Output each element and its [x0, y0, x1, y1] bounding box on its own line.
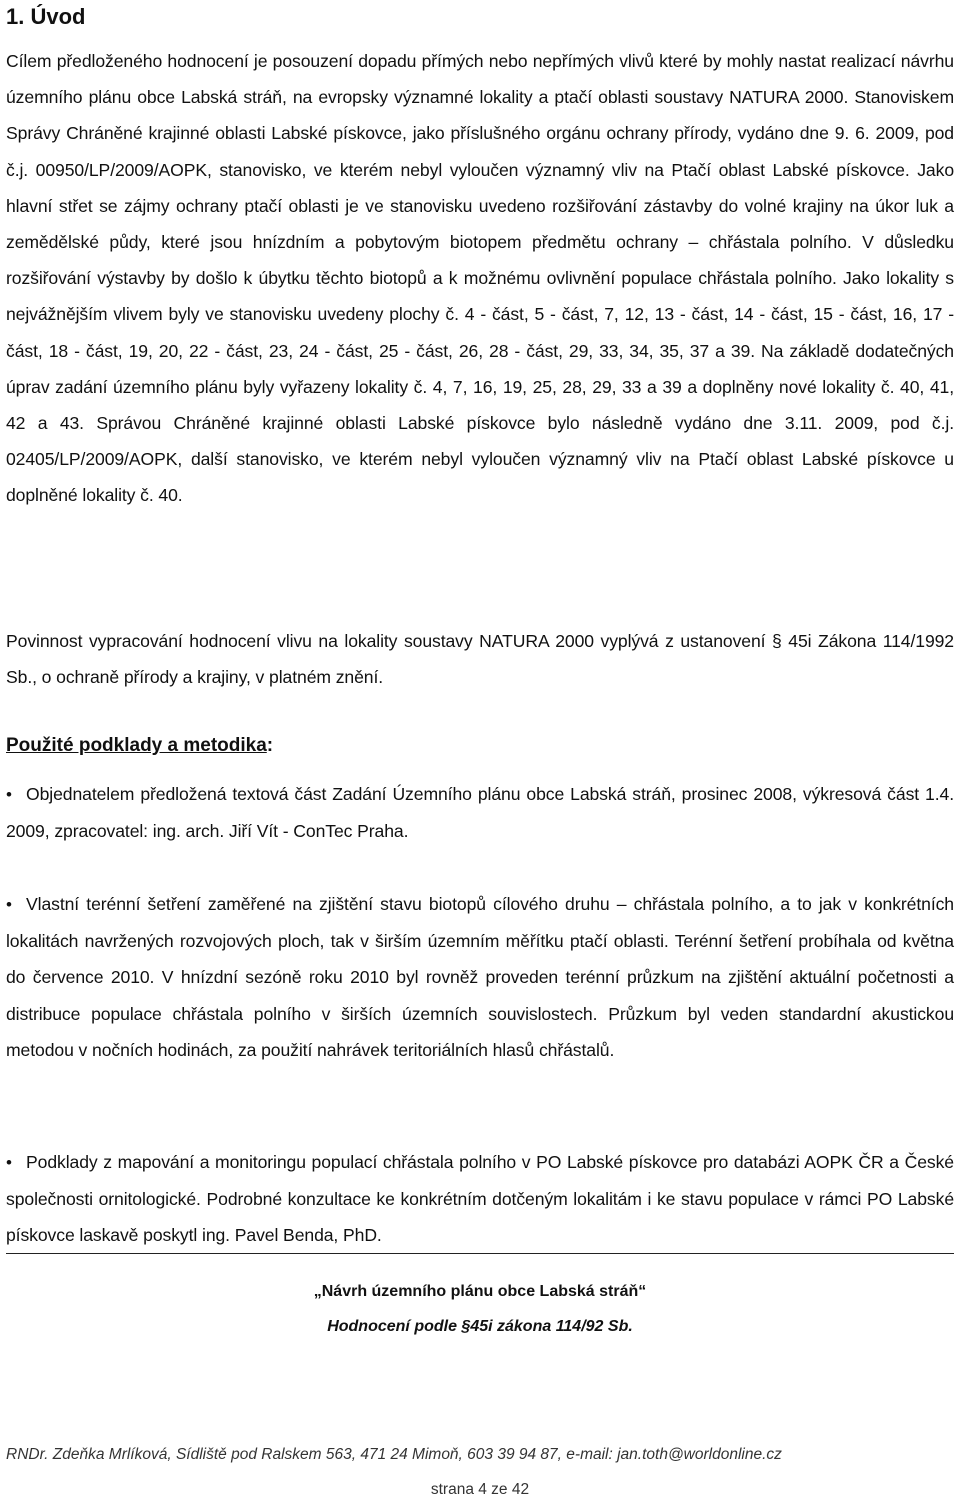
methods-heading — [6, 735, 273, 757]
footer-divider — [6, 1253, 954, 1254]
list-item — [6, 886, 954, 1068]
bullet-icon: • — [6, 785, 12, 804]
bullet-icon: • — [6, 895, 12, 914]
list-item — [6, 1144, 954, 1254]
legal-basis-paragraph: Povinnost vypracování hodnocení vlivu na lokality soustavy NATURA 2000 vyplývá z ustanovení § 45i Zákona 114/1992 Sb., o ochraně přírody a krajiny, v platném znění. — [6, 631, 954, 688]
list-item-text: Objednatelem předložená textová část Zadání Územního plánu obce Labská stráň, prosinec 2008, výkresová část 1.4. 2009, zpracovatel: ing. arch. Jiří Vít - ConTec Praha. — [6, 784, 954, 842]
list-item-text: Podklady z mapování a monitoringu populací chřástala polního v PO Labské pískovce pro databázi AOPK ČR a České společnosti ornitologické. Podrobné konzultace ke konkrétním dotčeným lokalitám i ke stavu populace v rámci PO Labské pískovce laskavě poskytl ing. Pavel Benda, PhD. — [6, 1152, 954, 1246]
footer-author-address: RNDr. Zdeňka Mrlíková, Sídliště pod Ralskem 563, 471 24 Mimoň, 603 39 94 87, e-mail: jan.toth@worldonline.cz — [6, 1446, 782, 1463]
list-item-text: Vlastní terénní šetření zaměřené na zjištění stavu biotopů cílového druhu – chřástala polního, a to jak v konkrétních lokalitách navržených rozvojových ploch, tak v širším územním měřítku ptačí oblasti. Terénní šetření probíhala od května do července 2010. V hnízdní sezóně roku 2010 byl rovněž proveden terénní průzkum na zjištění aktuální početnosti a distribuce populace chřástala polního v širších územních souvislostech. Průzkum byl veden standardní akustickou metodou v nočních hodinách, za použití nahrávek teritoriálních hlasů chřástalů. — [6, 894, 954, 1060]
intro-paragraph: Cílem předloženého hodnocení je posouzení dopadu přímých nebo nepřímých vlivů které by mohly nastat realizací návrhu územního plánu obce Labská stráň, na evropsky významné lokality a ptačí oblasti soustavy NATURA 2000. Stanoviskem Správy Chráněné krajinné oblasti Labské pískovce, jako příslušného orgánu ochrany přírody, vydáno dne 9. 6. 2009, pod č.j. 00950/LP/2009/AOPK, stanovisko, ve kterém nebyl vyloučen významný vliv na Ptačí oblast Labské pískovce. Jako hlavní střet se zájmy ochrany ptačí oblasti je ve stanovisku uvedeno rozšiřování zástavby do volné krajiny na úkor luk a zemědělské půdy, které jsou hnízdním a pobytovým biotopem předmětu ochrany – chřástala polního. V důsledku rozšiřování výstavby by došlo k úbytku těchto biotopů a k možnému ovlivnění populace chřástala polního. Jako lokality s nejvážnějším vlivem byly ve stanovisku uvedeny plochy č. 4 - část, 5 - část, 7, 12, 13 - část, 14 - část, 15 - část, 16, 17 - část, 18 - část, 19, 20, 22 - část, 23, 24 - část, 25 - část, 26, 28 - část, 29, 33, 34, 35, 37 a 39. Na základě dodatečných úprav zadání územního plánu byly vyřazeny lokality č. 4, 7, 16, 19, 25, 28, 29, 33 a 39 a doplněny nové lokality č. 40, 41, 42 a 43. Správou Chráněné krajinné oblasti Labské pískovce bylo následně vydáno dne 3.11. 2009, pod č.j. 02405/LP/2009/AOPK, další stanovisko, ve kterém nebyl vyloučen významný vliv na Ptačí oblast Labské pískovce u doplněné lokality č. 40. — [6, 51, 954, 506]
methods-heading-colon: : — [266, 735, 274, 756]
section-heading: 1. Úvod — [6, 4, 86, 29]
footer-document-subtitle: Hodnocení podle §45i zákona 114/92 Sb. — [327, 1318, 633, 1335]
bullet-icon: • — [6, 1153, 12, 1172]
methods-heading-text: Použité podklady a metodika — [6, 735, 267, 756]
footer-document-title: „Návrh územního plánu obce Labská stráň“ — [313, 1283, 647, 1300]
list-item — [6, 776, 954, 849]
page-number: strana 4 ze 42 — [430, 1481, 530, 1498]
